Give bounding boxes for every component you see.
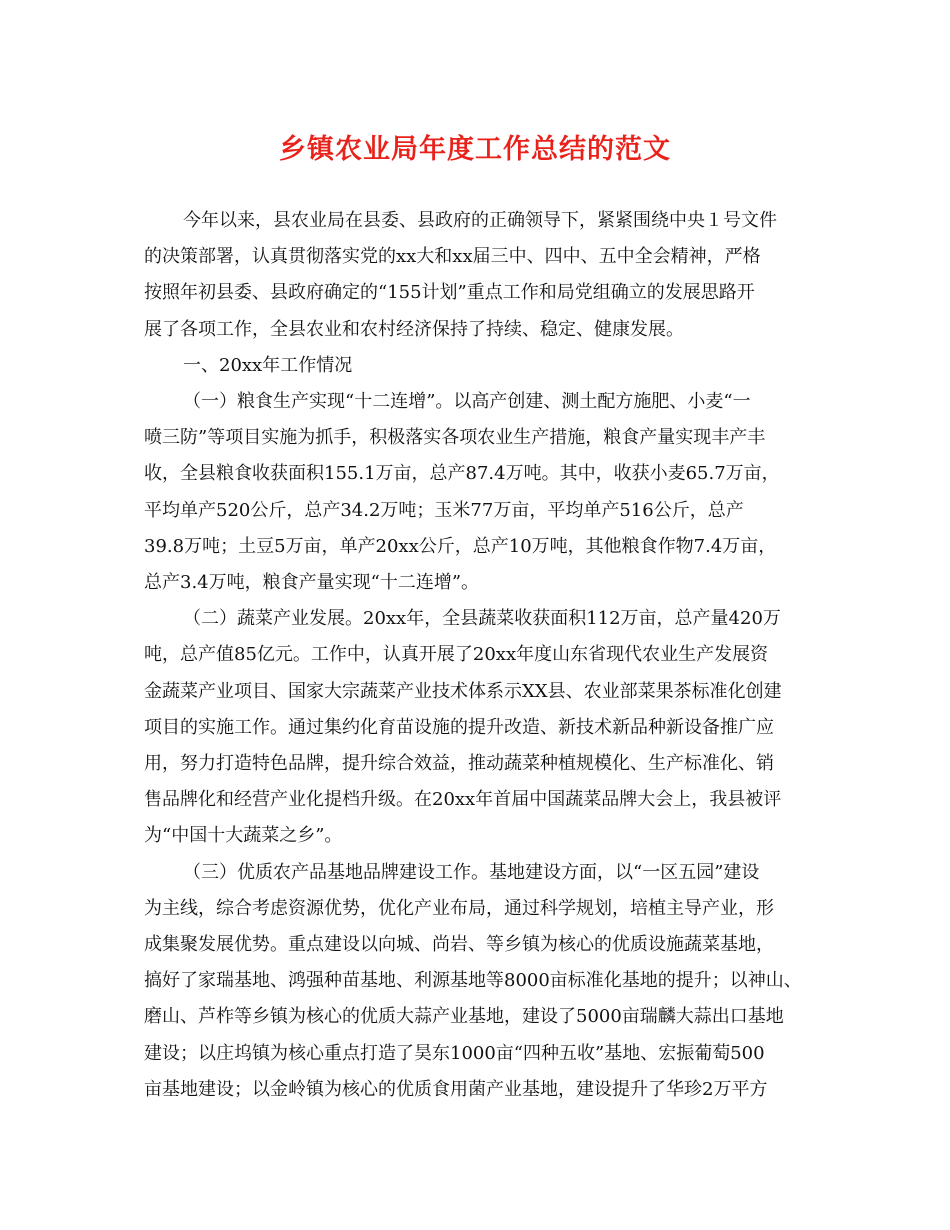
text-line: 磨山、芦柞等乡镇为核心的优质大蒜产业基地，建设了5000亩瑞麟大蒜出口基地 (144, 1006, 784, 1028)
text-line: 金蔬菜产业项目、国家大宗蔬菜产业技术体系示XX县、农业部菜果茶标准化创建 (144, 680, 782, 702)
document-title: 乡镇农业局年度工作总结的范文 (279, 134, 671, 165)
text-line: 喷三防”等项目实施为抓手，积极落实各项农业生产措施，粮食产量实现丰产丰 (144, 427, 766, 449)
text-line: 建设；以庄坞镇为核心重点打造了昊东1000亩“四种五收”基地、宏振葡萄500 (144, 1042, 765, 1064)
paragraph-grain (144, 384, 809, 601)
text-line: 亩基地建设；以金岭镇为核心的优质食用菌产业基地，建设提升了华珍2万平方 (144, 1078, 768, 1100)
text-line: 为“中国十大蔬菜之乡”。 (144, 825, 343, 847)
text-line: 总产3.4万吨，粮食产量实现“十二连增”。 (144, 572, 480, 594)
paragraph-bases (144, 855, 809, 1108)
text-line: 一、20xx年工作情况 (183, 354, 353, 376)
text-line: 项目的实施工作。通过集约化育苗设施的提升改造、新技术新品种新设备推广应 (144, 716, 774, 738)
text-line: （三）优质农产品基地品牌建设工作。基地建设方面，以“一区五园”建设 (183, 861, 760, 883)
text-line: 展了各项工作，全县农业和农村经济保持了持续、稳定、健康发展。 (144, 318, 684, 340)
paragraph-intro (144, 203, 809, 348)
text-line: （一）粮食生产实现“十二连增”。以高产创建、测土配方施肥、小麦“一 (183, 391, 751, 413)
section-heading (144, 348, 809, 384)
text-line: 今年以来，县农业局在县委、县政府的正确领导下，紧紧围绕中央１号文件 (183, 210, 777, 231)
document-body (144, 203, 809, 1108)
text-line: 按照年初县委、县政府确定的“155计划”重点工作和局党组确立的发展思路开 (144, 282, 755, 304)
paragraph-vegetables (144, 601, 809, 854)
text-line: （二）蔬菜产业发展。20xx年，全县蔬菜收获面积112万亩，总产量420万 (183, 608, 781, 630)
text-line: 成集聚发展优势。重点建设以向城、尚岩、等乡镇为核心的优质设施蔬菜基地， (144, 934, 774, 956)
text-line: 的决策部署，认真贯彻落实党的xx大和xx届三中、四中、五中全会精神，严格 (144, 246, 761, 268)
text-line: 售品牌化和经营产业化提档升级。在20xx年首届中国蔬菜品牌大会上，我县被评 (144, 789, 782, 811)
text-line: 用，努力打造特色品牌，提升综合效益，推动蔬菜种植规模化、生产标准化、销 (144, 753, 774, 775)
text-line: 为主线，综合考虑资源优势，优化产业布局，通过科学规划，培植主导产业，形 (144, 897, 774, 919)
text-line: 收，全县粮食收获面积155.1万亩，总产87.4万吨。其中，收获小麦65.7万亩， (144, 463, 780, 485)
text-line: 吨，总产值85亿元。工作中，认真开展了20xx年度山东省现代农业生产发展资 (144, 644, 769, 666)
text-line: 搞好了家瑞基地、鸿强种苗基地、利源基地等8000亩标准化基地的提升；以神山、 (144, 970, 802, 992)
text-line: 平均单产520公斤，总产34.2万吨；玉米77万亩，平均单产516公斤，总产 (144, 499, 744, 521)
text-line: 39.8万吨；土豆5万亩，单产20xx公斤，总产10万吨，其他粮食作物7.4万亩， (144, 535, 777, 557)
